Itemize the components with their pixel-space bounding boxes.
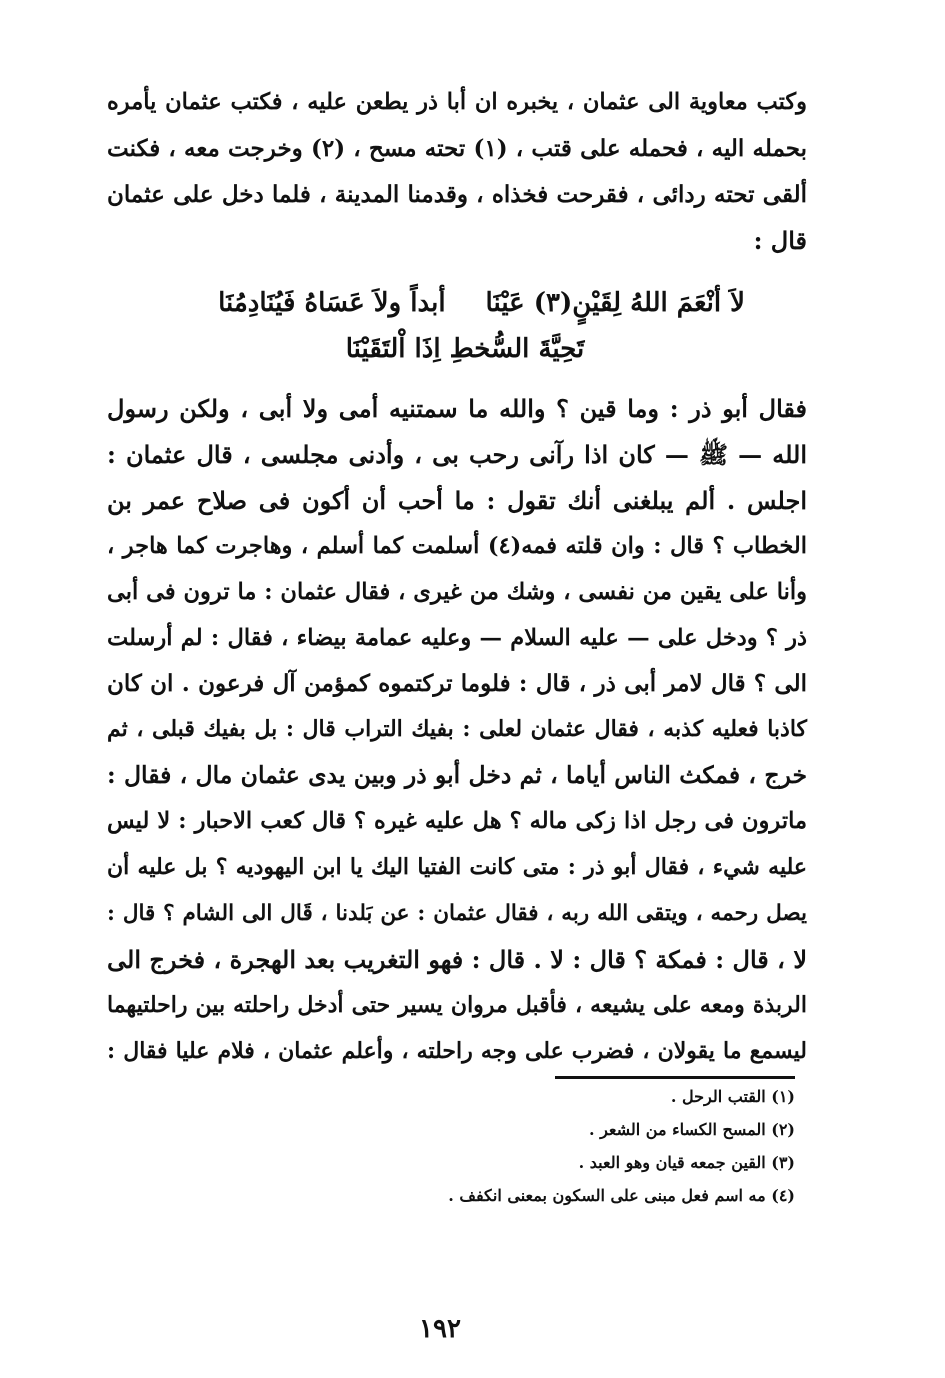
text-line: كاذبا فعليه كذبه ، فقال عثمان لعلى : بفيك التراب قال : بل بفيك قبلى ، ثم xyxy=(107,716,807,743)
text-line: وأنا على يقين من نفسى ، وشك من غيرى ، فقال عثمان : ما ترون فى أبى xyxy=(107,578,807,605)
footnote-2: (٢) المسح الكساء من الشعر . xyxy=(588,1120,795,1139)
text-line: بحمله اليه ، فحمله على قتب ، (١) تحته مسح ، (٢) وخرجت معه ، فكنت xyxy=(107,134,808,162)
text-line: لا ، قال : فمكة ؟ قال : لا . قال : فهو التغريب بعد الهجرة ، فخرج الى xyxy=(107,944,807,974)
text-line: ذر ؟ ودخل على — عليه السلام — وعليه عمامة بيضاء ، فقال : لم أرسلت xyxy=(107,624,807,651)
text-line: الى ؟ قال لامر أبى ذر ، قال : فلوما تركتموه كمؤمن آل فرعون . ان كان xyxy=(107,670,807,698)
text-line: ألقى تحته ردائى ، فقرحت فخذاه ، وقدمنا المدينة ، فلما دخل على عثمان xyxy=(107,180,807,208)
footnote-4: (٤) مه اسم فعل مبنى على السكون بمعنى انكفف . xyxy=(448,1186,795,1205)
text-line: وكتب معاوية الى عثمان ، يخبره ان أبا ذر يطعن عليه ، فكتب عثمان يأمره xyxy=(107,89,807,115)
footnote-1: (١) القتب الرحل . xyxy=(670,1087,795,1106)
poem-line-2: تَحِيَّةَ السُّخطِ اِذَا اْلتَقَيْنَا xyxy=(345,334,585,364)
text-line: الخطاب ؟ قال : وان قلته فمه(٤) أسلمت كما أسلم ، وهاجرت كما هاجر ، xyxy=(107,532,807,559)
page-number: ١٩٢ xyxy=(419,1314,461,1344)
text-line: فقال أبو ذر : وما قين ؟ والله ما سمتنيه أمى ولا أبى ، ولكن رسول xyxy=(107,394,807,423)
poem-hemistich-2: أبداً ولاَ عَسَاهُ فَيُنَادِمُنَا xyxy=(218,288,446,318)
text-line: عليه شيء ، فقال أبو ذر : متى كانت الفتيا اليك يا ابن اليهوديه ؟ بل عليه أن xyxy=(107,854,807,881)
footnote-3: (٣) القين جمعه قيان وهو العبد . xyxy=(578,1153,795,1172)
footnote-divider xyxy=(555,1076,795,1079)
paragraph-intro xyxy=(107,80,807,264)
poem-verse xyxy=(145,280,745,372)
footnotes xyxy=(295,1080,795,1212)
paragraph-main xyxy=(107,386,807,1075)
text-line: الربذة ومعه على يشيعه ، فأقبل مروان يسير حتى أدخل راحلته بين راحلتيهما xyxy=(107,991,807,1018)
text-line: قال : xyxy=(753,225,807,255)
text-line: ماترون فى رجل اذا زكى ماله ؟ هل عليه غيره ؟ قال كعب الاحبار : لا ليس xyxy=(107,808,807,835)
text-line: خرج ، فمكث الناس أياما ، ثم دخل أبو ذر وبين يدى عثمان مال ، فقال : xyxy=(107,761,807,790)
text-line: ليسمع ما يقولان ، فضرب على وجه راحلته ، وأعلم عثمان ، فلام عليا فقال : xyxy=(107,1037,807,1064)
text-line: الله — ﷺ — كان اذا رآنى رحب بى ، وأدنى مجلسى ، قال عثمان : xyxy=(107,439,807,469)
text-line: اجلس . ألم يبلغنى أنك تقول : ما أحب أن أكون فى صلاح عمر بن xyxy=(107,485,807,515)
poem-line-1 xyxy=(145,280,745,326)
text-line: يصل رحمه ، ويتقى الله ربه ، فقال عثمان : عن بَلدنا ، قَال الى الشام ؟ قال : xyxy=(107,900,807,926)
poem-hemistich-1: لاَ أنْعَمَ اللهُ لِقَيْنٍ(٣) عَيْنَا xyxy=(485,288,745,318)
